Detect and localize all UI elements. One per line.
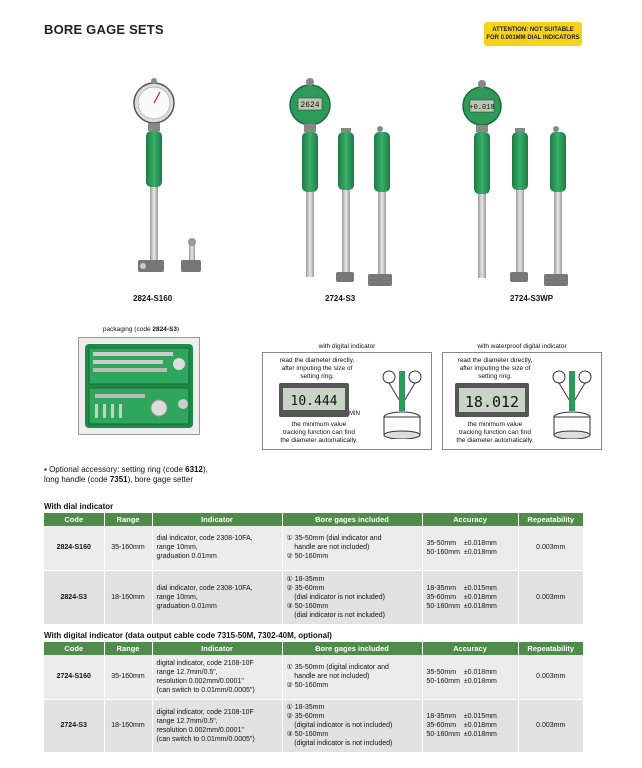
th-accuracy: Accuracy: [422, 513, 518, 526]
table-row: [44, 526, 583, 570]
cell-range: 18-160mm: [104, 570, 152, 624]
dial-header-row: [44, 513, 583, 526]
digital-lcd-display: [279, 383, 349, 417]
callout-wp-line1: read the diameter directly,: [457, 357, 533, 364]
callout-digital-heading: with digital indicator: [318, 343, 376, 350]
cell-code: 2724-S160: [44, 655, 104, 699]
th-code: Code: [44, 642, 104, 655]
th-range: Range: [104, 642, 152, 655]
callout-digital-line5: tracking function can find: [283, 429, 355, 436]
callout-digital-line3: setting ring.: [300, 373, 334, 380]
digital-header-row: [44, 642, 583, 655]
cell-repeatability: 0.003mm: [518, 570, 583, 624]
product-label-2724-S3WP: 2724-S3WP: [510, 294, 554, 303]
cell-range: 35-160mm: [104, 526, 152, 570]
optional-accessory-note: ▪ Optional accessory: setting ring (code 6312), long handle (code 7351), bore gage setter: [44, 465, 208, 484]
waterproof-lcd-display: [455, 383, 529, 417]
cell-indicator: dial indicator, code 2308-10FA, range 10mm, graduation 0.01mm: [152, 570, 282, 624]
th-indicator: Indicator: [152, 642, 282, 655]
product-label-2824-S160: 2824-S160: [133, 294, 173, 303]
cell-range: 18-160mm: [104, 699, 152, 752]
display-text-1: 2624: [300, 101, 320, 110]
callout-digital: [262, 352, 432, 450]
dial-section-title: With dial indicator: [44, 502, 114, 511]
callout-digital-line2: after imputing the size of: [281, 365, 353, 372]
cell-repeatability: 0.003mm: [518, 526, 583, 570]
product-illustrations: [0, 0, 642, 330]
digital-spec-table: [44, 642, 583, 753]
callout-wp-line6: the diameter automatically.: [456, 437, 534, 444]
cell-accuracy: 35-50mm ±0.018mm 50-160mm ±0.018mm: [422, 655, 518, 699]
attention-line-2: FOR 0.001MM DIAL INDICATORS: [486, 35, 580, 41]
th-bore: Bore gages included: [282, 513, 422, 526]
product-2724-S3-image: [290, 78, 392, 286]
callout-digital-line6: the diameter automatically.: [280, 437, 358, 444]
product-2724-S3WP-image: [463, 80, 568, 286]
dial-spec-table: [44, 513, 583, 625]
cell-accuracy: 18-35mm ±0.015mm 35-60mm ±0.018mm 50-160mm ±0.018mm: [422, 570, 518, 624]
bore-gauge-in-ring-icon-2: [549, 367, 595, 439]
bore-gauge-in-ring-icon: [379, 367, 425, 439]
lcd-value-1: 10.444: [290, 394, 338, 409]
callout-wp-line5: tracking function can find: [459, 429, 531, 436]
th-bore: Bore gages included: [282, 642, 422, 655]
lcd-value-2: 18.012: [464, 393, 520, 411]
cell-code: 2824-S3: [44, 570, 104, 624]
cell-code: 2724-S3: [44, 699, 104, 752]
callout-wp-line3: setting ring.: [478, 373, 512, 380]
cell-repeatability: 0.003mm: [518, 655, 583, 699]
min-label: MIN: [349, 411, 360, 417]
display-text-2: +0.018: [469, 104, 495, 112]
cell-repeatability: 0.003mm: [518, 699, 583, 752]
cell-bore: ① 35-50mm (dial indicator and handle are not included) ② 50-160mm: [282, 526, 422, 570]
packaging-image: [78, 337, 200, 435]
callout-digital-line4: the minimum value: [291, 421, 347, 428]
table-row: [44, 570, 583, 624]
th-accuracy: Accuracy: [422, 642, 518, 655]
cell-accuracy: 18-35mm ±0.015mm 35-60mm ±0.018mm 50-160mm ±0.018mm: [422, 699, 518, 752]
packaging-caption: packaging (code 2824-S3): [102, 326, 180, 333]
attention-line-1: ATTENTION: NOT SUITABLE: [492, 27, 574, 33]
th-range: Range: [104, 513, 152, 526]
th-indicator: Indicator: [152, 513, 282, 526]
callout-waterproof-heading: with waterproof digital indicator: [477, 343, 567, 350]
cell-indicator: digital indicator, code 2108-10F range 12.7mm/0.5", resolution 0.002mm/0.0001" (can switch to 0.01mm/0.0005"): [152, 699, 282, 752]
callout-waterproof: [442, 352, 602, 450]
cell-bore: ① 35-50mm (digital indicator and handle are not included) ② 50-160mm: [282, 655, 422, 699]
cell-indicator: digital indicator, code 2108-10F range 12.7mm/0.5", resolution 0.002mm/0.0001" (can switch to 0.01mm/0.0005"): [152, 655, 282, 699]
cell-bore: ① 18-35mm ② 35-60mm (dial indicator is not included) ③ 50-160mm (dial indicator is not included): [282, 570, 422, 624]
callout-wp-line4: the minimum value: [467, 421, 523, 428]
callout-wp-line2: after imputing the size of: [459, 365, 531, 372]
cell-code: 2824-S160: [44, 526, 104, 570]
digital-section-title: With digital indicator (data output cable code 7315-50M, 7302-40M, optional): [44, 631, 332, 640]
page-title: BORE GAGE SETS: [44, 22, 164, 37]
th-code: Code: [44, 513, 104, 526]
th-repeatability: Repeatability: [518, 513, 583, 526]
table-row: [44, 699, 583, 752]
product-2824-S160-image: [134, 78, 201, 272]
cell-accuracy: 35-50mm ±0.018mm 50-160mm ±0.018mm: [422, 526, 518, 570]
cell-indicator: dial indicator, code 2308-10FA, range 10mm, graduation 0.01mm: [152, 526, 282, 570]
product-label-2724-S3: 2724-S3: [325, 294, 356, 303]
table-row: [44, 655, 583, 699]
th-repeatability: Repeatability: [518, 642, 583, 655]
cell-range: 35-160mm: [104, 655, 152, 699]
cell-bore: ① 18-35mm ② 35-60mm (digital indicator is not included) ③ 50-160mm (digital indicator is not included): [282, 699, 422, 752]
callout-digital-line1: read the diameter directly,: [279, 357, 355, 364]
